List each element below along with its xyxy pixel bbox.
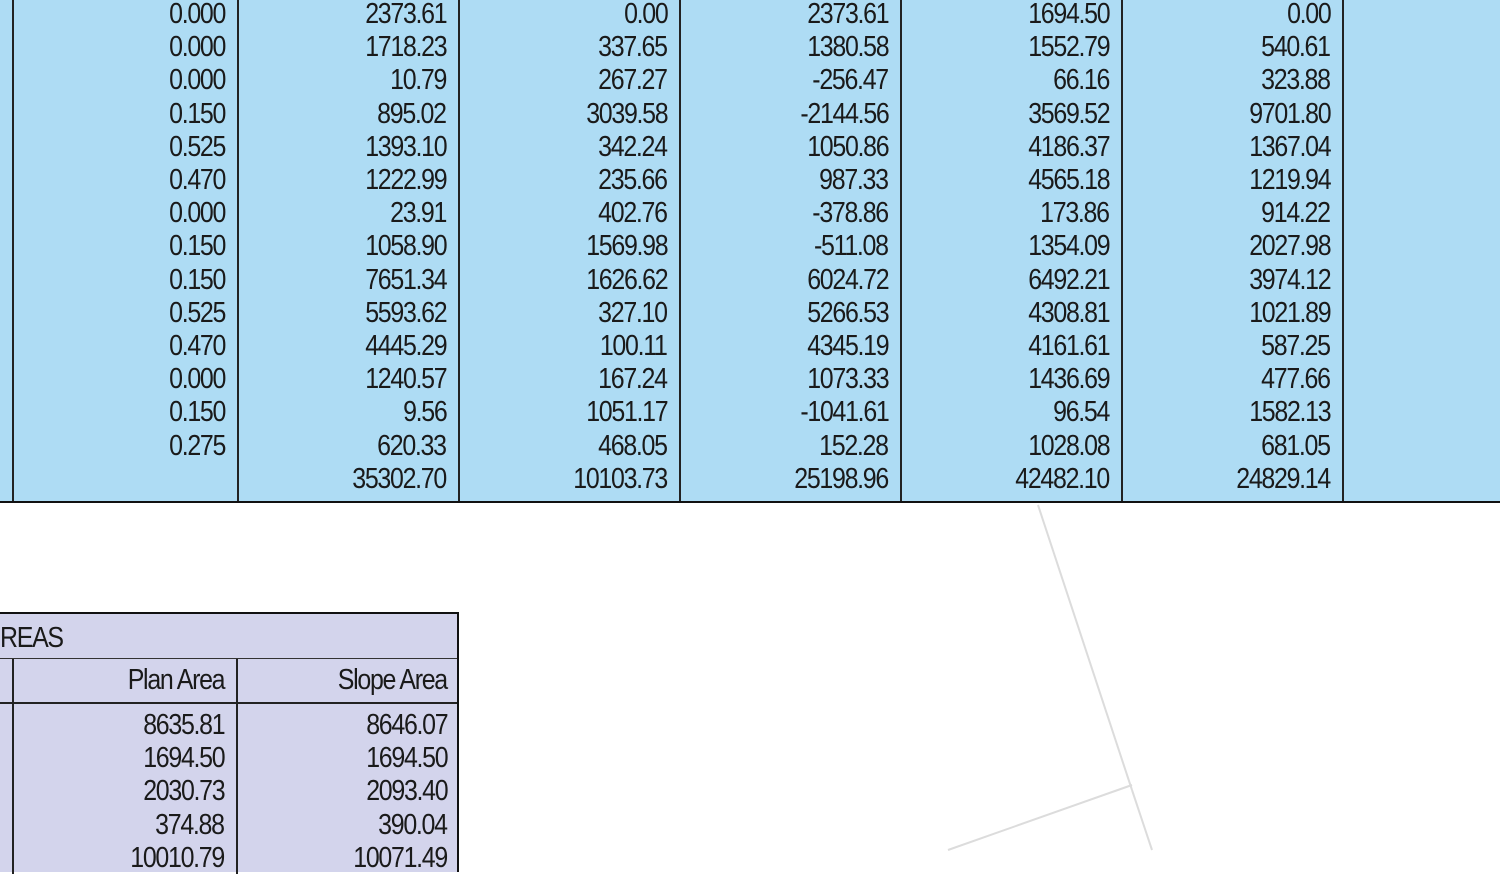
areas-column-divider <box>12 659 14 874</box>
areas-table <box>0 612 459 872</box>
volume-cell: 895.02 <box>377 97 446 130</box>
volume-cell: 342.24 <box>598 130 667 163</box>
volume-column-2 <box>239 0 460 501</box>
volume-cell: 0.00 <box>1286 0 1330 30</box>
volume-column-3 <box>460 0 681 501</box>
volume-cell: -511.08 <box>814 230 888 263</box>
volume-cell: 620.33 <box>377 429 446 462</box>
volume-cell: 4565.18 <box>1027 164 1109 196</box>
volume-cell: 402.76 <box>598 197 667 230</box>
volume-cell: 323.88 <box>1261 64 1330 97</box>
volume-cell: -256.47 <box>812 64 888 97</box>
volume-cell: 1021.89 <box>1248 296 1330 329</box>
volume-cell: 96.54 <box>1053 396 1109 429</box>
volume-cell: 0.275 <box>169 429 225 462</box>
slope-area-cell: 390.04 <box>378 808 447 841</box>
volume-cell: 4186.37 <box>1027 130 1109 163</box>
volume-cell: 0.525 <box>169 130 225 163</box>
volume-cell: 235.66 <box>598 164 667 196</box>
volume-cell: 3039.58 <box>585 97 667 130</box>
volume-cell: 9701.80 <box>1248 97 1330 130</box>
slope-area-cell: 10071.49 <box>353 841 447 874</box>
volume-cell: 0.150 <box>169 97 225 130</box>
plan-area-cell: 1694.50 <box>142 742 224 775</box>
volume-cell: 66.16 <box>1053 64 1109 97</box>
volume-cell: 6492.21 <box>1027 263 1109 296</box>
areas-column-divider <box>236 659 238 874</box>
volume-cell: 1058.90 <box>364 230 446 263</box>
volume-cell: 1219.94 <box>1248 164 1330 196</box>
volume-cell: 7651.34 <box>364 263 446 296</box>
volume-cell: 1051.17 <box>585 396 667 429</box>
volume-cell: 0.000 <box>169 31 225 64</box>
volume-cell: -1041.61 <box>799 396 888 429</box>
volume-column-1 <box>14 0 239 501</box>
volume-cell: 540.61 <box>1261 31 1330 64</box>
slope-area-header: Slope Area <box>337 664 447 696</box>
volume-cell: 5266.53 <box>806 296 888 329</box>
plan-area-cell: 10010.79 <box>130 841 224 874</box>
areas-title-divider <box>0 658 457 659</box>
volume-cell: 0.150 <box>169 263 225 296</box>
volume-total-cell: 25198.96 <box>794 462 888 495</box>
volume-cell: 1240.57 <box>364 363 446 396</box>
volume-cell: 1552.79 <box>1027 31 1109 64</box>
slope-area-cell: 2093.40 <box>365 775 447 808</box>
volume-cell: 10.79 <box>390 64 446 97</box>
volume-cell: 1718.23 <box>364 31 446 64</box>
drawing-line <box>1038 505 1132 790</box>
drawing-line <box>948 785 1132 850</box>
volume-cell: 173.86 <box>1040 197 1109 230</box>
volume-cell: 6024.72 <box>806 263 888 296</box>
volume-cell: 2373.61 <box>806 0 888 30</box>
drawing-line <box>1132 790 1152 850</box>
volume-cell: 2373.61 <box>364 0 446 30</box>
volume-cell: 1073.33 <box>806 363 888 396</box>
volume-cell: -2144.56 <box>799 97 888 130</box>
plan-area-cell: 8635.81 <box>142 709 224 741</box>
volume-cell: 0.000 <box>169 363 225 396</box>
volume-cell: 4445.29 <box>364 330 446 362</box>
plan-drawing-lines <box>900 505 1500 850</box>
volume-cell: 0.000 <box>169 197 225 230</box>
slope-area-cell: 1694.50 <box>365 742 447 775</box>
volume-cell: 337.65 <box>598 31 667 64</box>
volume-cell: 1380.58 <box>806 31 888 64</box>
volume-cell: 327.10 <box>598 296 667 329</box>
volume-cell: 3974.12 <box>1248 263 1330 296</box>
volume-cell: 9.56 <box>402 396 446 429</box>
volume-cell: 1436.69 <box>1027 363 1109 396</box>
volume-cell: 0.150 <box>169 230 225 263</box>
volume-cell: 3569.52 <box>1027 97 1109 130</box>
volume-cell: 477.66 <box>1261 363 1330 396</box>
volume-cell: 2027.98 <box>1248 230 1330 263</box>
volume-cell: 1569.98 <box>585 230 667 263</box>
volume-cell: 0.00 <box>623 0 667 30</box>
slope-area-cell: 8646.07 <box>365 709 447 741</box>
plan-area-cell: 2030.73 <box>142 775 224 808</box>
volume-total-cell: 10103.73 <box>573 462 667 495</box>
volume-total-cell: 42482.10 <box>1015 462 1109 495</box>
volume-cell: 167.24 <box>598 363 667 396</box>
volume-cell: 1694.50 <box>1027 0 1109 30</box>
plan-area-cell: 374.88 <box>155 808 224 841</box>
volume-cell: 914.22 <box>1261 197 1330 230</box>
volume-cell: 100.11 <box>600 330 667 362</box>
volume-cell: 1050.86 <box>806 130 888 163</box>
volume-cell: 587.25 <box>1261 330 1330 362</box>
volume-cell: 987.33 <box>819 164 888 196</box>
volume-cell: 0.470 <box>169 330 225 362</box>
volume-column-4 <box>681 0 902 501</box>
volume-total-cell: 35302.70 <box>352 462 446 495</box>
volume-cell: 0.000 <box>169 64 225 97</box>
volume-cell: 0.000 <box>169 0 225 30</box>
volume-cell: 4308.81 <box>1027 296 1109 329</box>
volume-cell: 23.91 <box>390 197 446 230</box>
volume-cell: 1354.09 <box>1027 230 1109 263</box>
areas-header-divider <box>0 702 457 704</box>
volume-cell: 0.150 <box>169 396 225 429</box>
volume-cell: 1393.10 <box>364 130 446 163</box>
volume-cell: 152.28 <box>819 429 888 462</box>
volume-cell: 1626.62 <box>585 263 667 296</box>
volume-cell: 4161.61 <box>1027 330 1109 362</box>
volume-cell: 0.525 <box>169 296 225 329</box>
volume-column-6 <box>1123 0 1344 501</box>
volume-cell: 1222.99 <box>364 164 446 196</box>
volume-total-cell: 24829.14 <box>1236 462 1330 495</box>
plan-area-header: Plan Area <box>127 664 224 696</box>
volume-cell: 1028.08 <box>1027 429 1109 462</box>
volume-cell: 1367.04 <box>1248 130 1330 163</box>
volume-cell: 5593.62 <box>364 296 446 329</box>
volume-cell: 267.27 <box>598 64 667 97</box>
areas-table-title: REAS <box>0 622 63 654</box>
volume-cell: 1582.13 <box>1248 396 1330 429</box>
volume-cell: 0.470 <box>169 164 225 196</box>
volume-cell: 4345.19 <box>806 330 888 362</box>
volume-column-5 <box>902 0 1123 501</box>
volume-cell: 468.05 <box>598 429 667 462</box>
volume-cell: -378.86 <box>812 197 888 230</box>
volume-cell: 681.05 <box>1261 429 1330 462</box>
